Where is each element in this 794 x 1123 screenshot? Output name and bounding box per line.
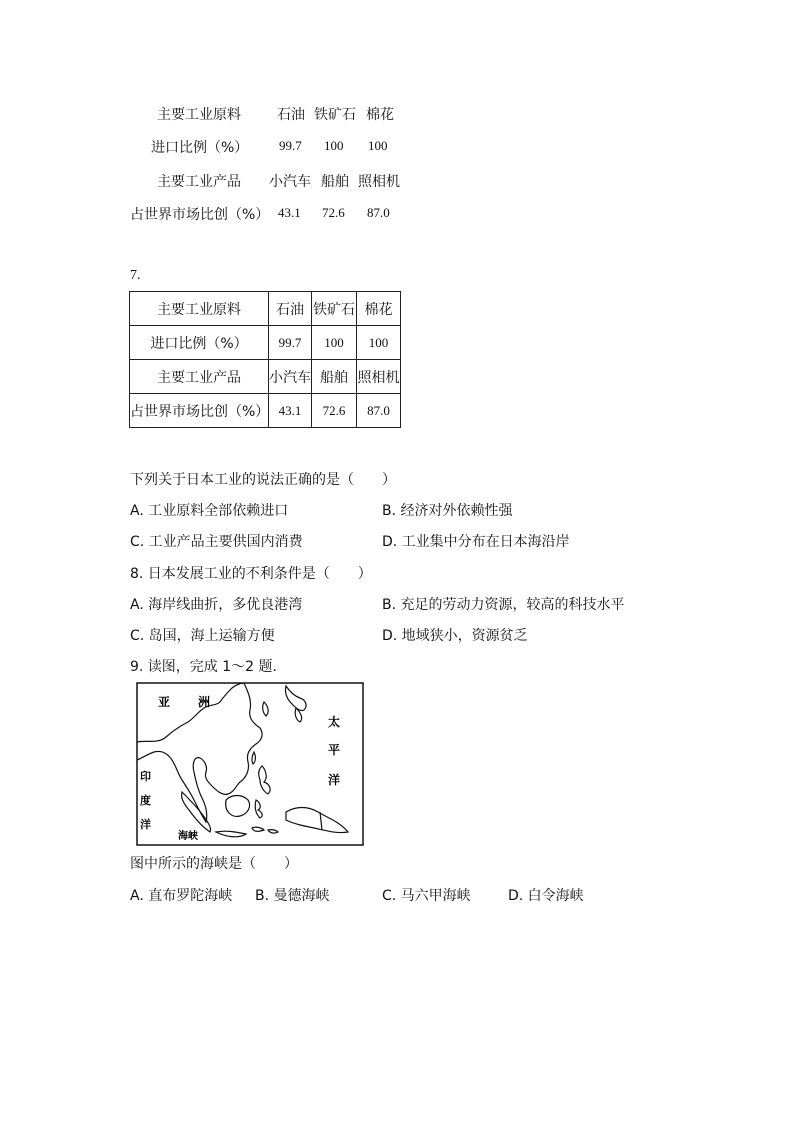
cell-label: 占世界市场比创（%） — [130, 207, 270, 223]
table-row — [130, 360, 401, 394]
question-stem: 9. 读图，完成 1～2 题． — [130, 659, 287, 675]
table-cell: 照相机 — [357, 360, 401, 394]
table-cell: 铁矿石 — [312, 292, 357, 326]
table-cell: 进口比例（%） — [130, 326, 269, 360]
table-cell: 棉花 — [357, 292, 401, 326]
option-d: D. 工业集中分布在日本海沿岸 — [382, 534, 570, 550]
table-cell: 船舶 — [312, 360, 357, 394]
cell-value: 99.7 — [279, 138, 302, 153]
map-label-strait: 海峡 — [178, 831, 198, 842]
option-d: D. 地域狭小，资源贫乏 — [382, 628, 528, 644]
option-a: A. 直布罗陀海峡 — [130, 888, 233, 904]
cell-value: 43.1 — [278, 205, 301, 220]
cell-value: 照相机 — [358, 174, 400, 190]
question-number: 7. — [130, 268, 141, 283]
table-cell: 小汽车 — [269, 360, 312, 394]
table-cell: 43.1 — [269, 394, 312, 428]
table-cell: 占世界市场比创（%） — [130, 394, 269, 428]
table-cell: 87.0 — [357, 394, 401, 428]
option-c: C. 马六甲海峡 — [382, 888, 471, 904]
cell-value: 100 — [368, 138, 388, 153]
map-label-indian: 印 — [140, 770, 151, 783]
table-row — [130, 394, 401, 428]
southeast-asia-map — [136, 682, 364, 846]
cell-label: 进口比例（%） — [151, 140, 249, 156]
question-stem: 8. 日本发展工业的不利条件是（ ） — [130, 566, 372, 582]
cell-value: 小汽车 — [269, 174, 311, 190]
cell-value: 棉花 — [366, 107, 394, 123]
table-cell: 100 — [312, 326, 357, 360]
option-b: B. 经济对外依赖性强 — [382, 503, 513, 519]
map-label-indian: 洋 — [140, 818, 151, 831]
map-label-pacific: 平 — [328, 743, 341, 757]
table-cell: 主要工业原料 — [130, 292, 269, 326]
cell-value: 船舶 — [321, 174, 349, 190]
cell-value: 100 — [324, 138, 344, 153]
map-label-indian: 度 — [140, 794, 151, 807]
option-a: A. 海岸线曲折，多优良港湾 — [130, 597, 303, 613]
option-c: C. 岛国，海上运输方便 — [130, 628, 275, 644]
cell-value: 铁矿石 — [314, 107, 356, 123]
cell-label: 主要工业原料 — [157, 107, 241, 123]
map-label-pacific: 太 — [328, 715, 341, 729]
option-b: B. 曼德海峡 — [255, 888, 330, 904]
table-row — [130, 326, 401, 360]
data-table — [129, 291, 401, 428]
option-b: B. 充足的劳动力资源，较高的科技水平 — [382, 597, 625, 613]
table-cell: 99.7 — [269, 326, 312, 360]
option-a: A. 工业原料全部依赖进口 — [130, 503, 289, 519]
question-text: 图中所示的海峡是（ ） — [130, 856, 298, 872]
cell-value: 72.6 — [322, 205, 345, 220]
option-c: C. 工业产品主要供国内消费 — [130, 534, 303, 550]
option-d: D. 白令海峡 — [508, 888, 584, 904]
table-row — [130, 292, 401, 326]
cell-value: 石油 — [277, 107, 305, 123]
table-cell: 100 — [357, 326, 401, 360]
cell-label: 主要工业产品 — [157, 174, 241, 190]
map-label-asia: 洲 — [198, 695, 211, 709]
table-cell: 石油 — [269, 292, 312, 326]
cell-value: 87.0 — [367, 205, 390, 220]
table-cell: 主要工业产品 — [130, 360, 269, 394]
question-stem: 下列关于日本工业的说法正确的是（ ） — [130, 472, 396, 488]
map-label-pacific: 洋 — [328, 773, 341, 787]
map-label-asia: 亚 — [158, 695, 171, 709]
table-cell: 72.6 — [312, 394, 357, 428]
